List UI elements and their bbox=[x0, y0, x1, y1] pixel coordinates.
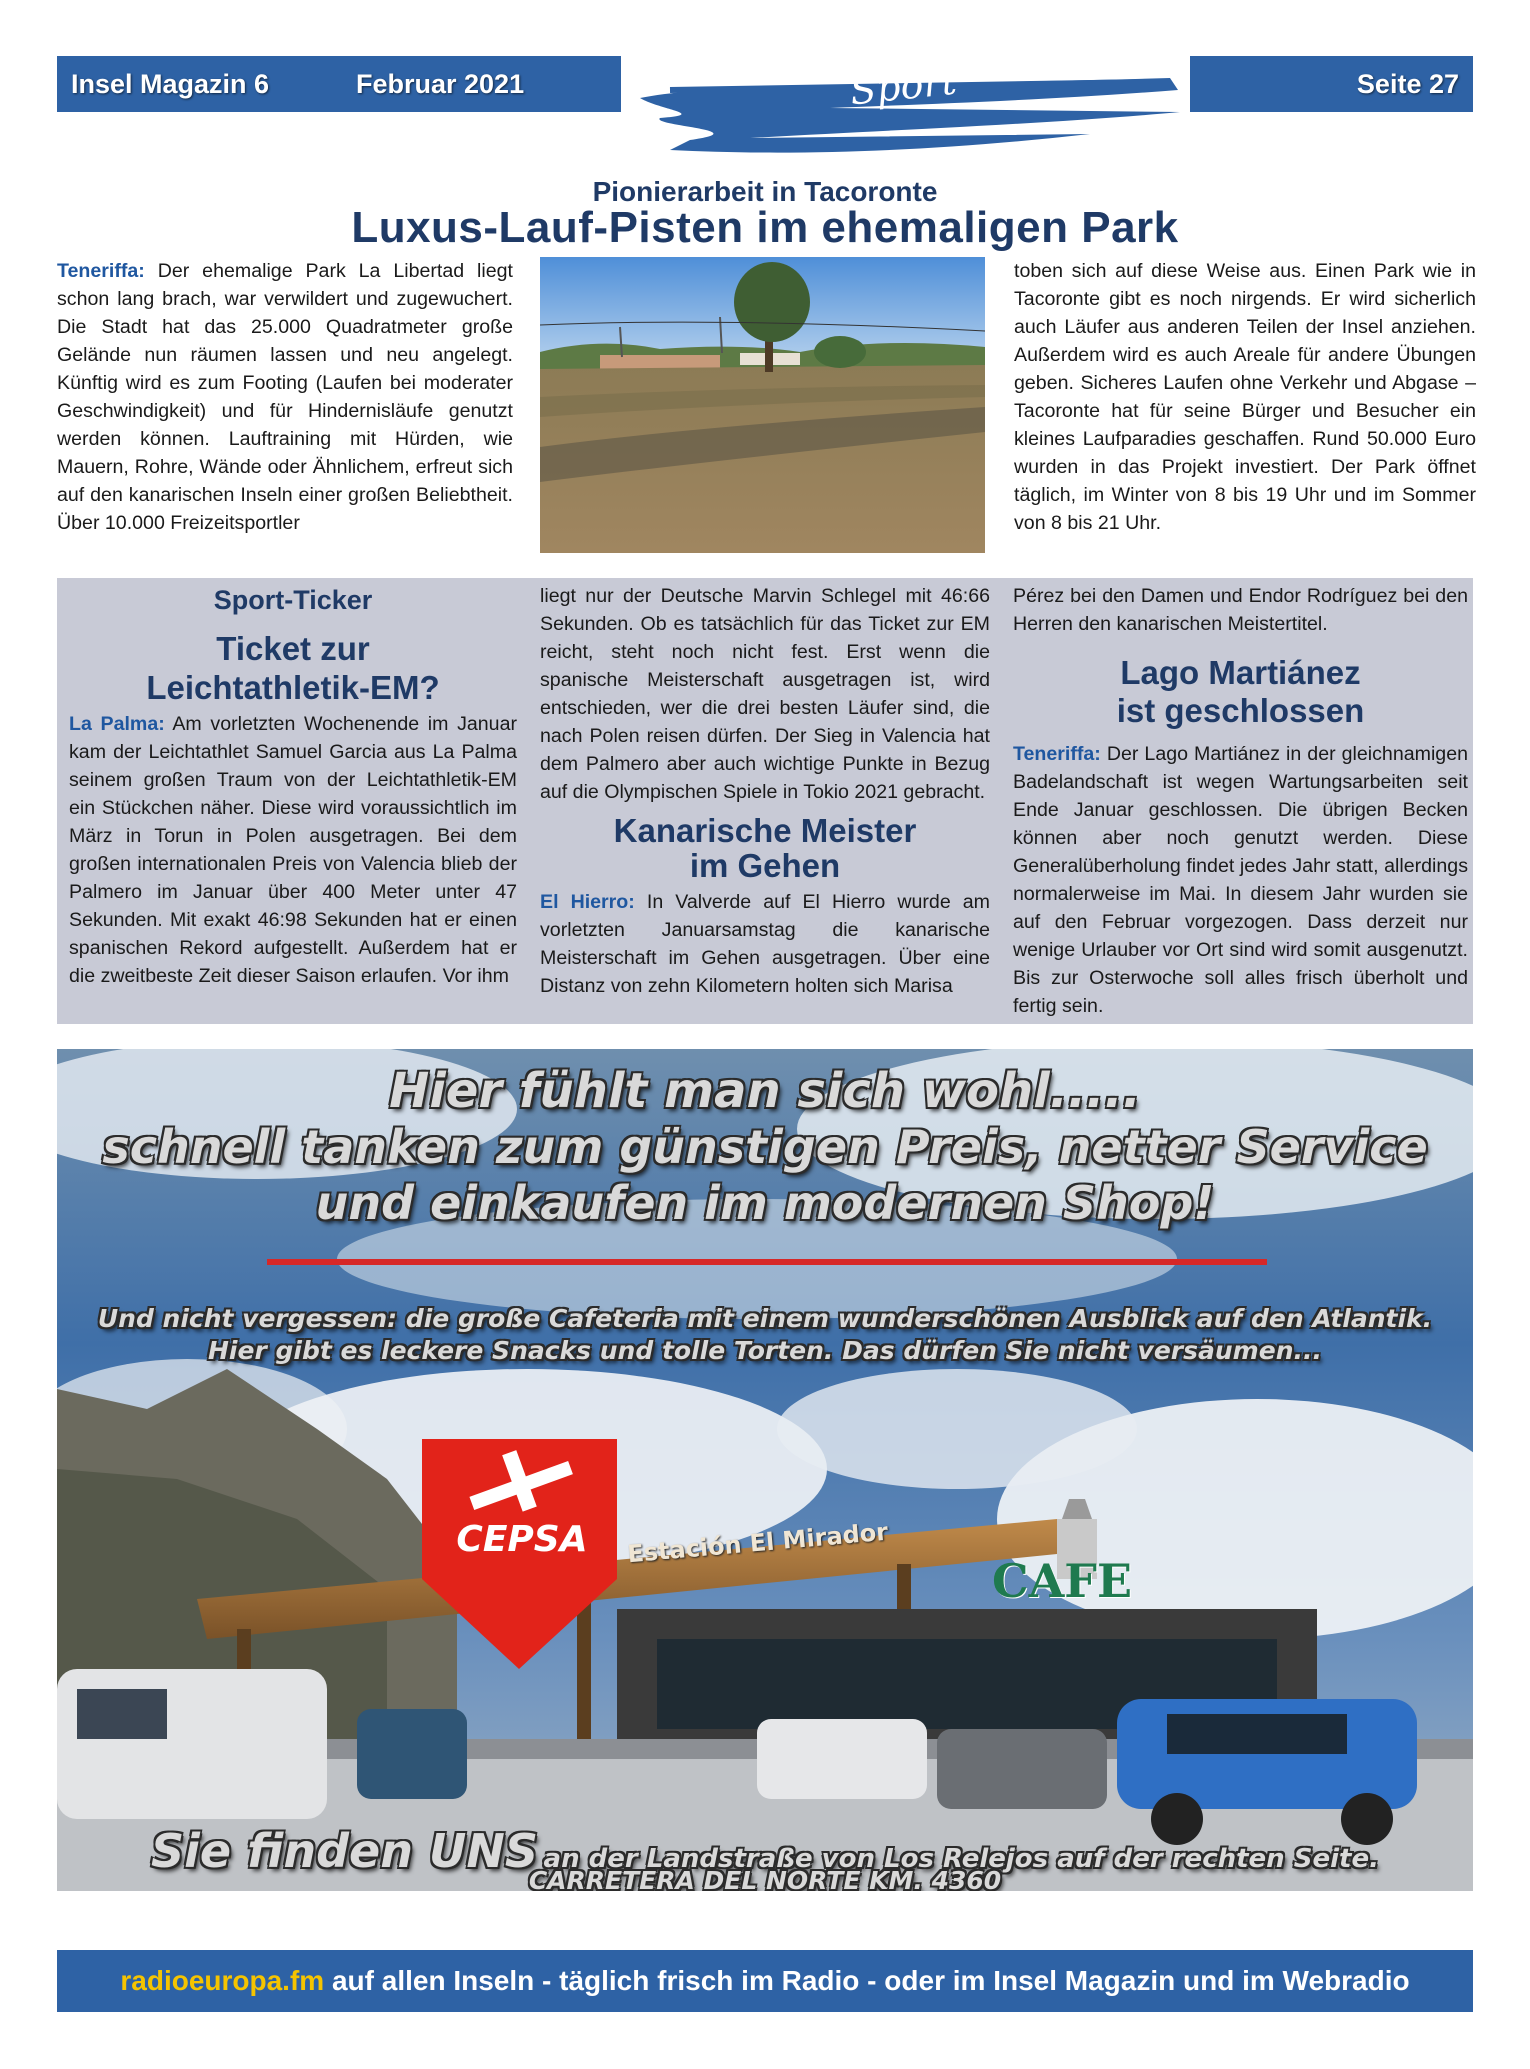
story2-headline-line1: Kanarische Meister bbox=[613, 812, 917, 849]
ad-address: CARRETERA DEL NORTE KM. 4360 bbox=[528, 1866, 1002, 1891]
magazine-name: Insel Magazin 6 bbox=[71, 68, 270, 99]
story3-dateline: Teneriffa: bbox=[1013, 743, 1101, 765]
story2-text-1: In Valverde auf El Hierro wurde am vorletzten Januarsamstag die kanarische Meisterschaft im Gehen ausgetragen. Über eine Distanz von zehn Kilometern holten sich Marisa bbox=[540, 891, 990, 997]
story2-headline-line2: im Gehen bbox=[689, 847, 841, 884]
story2-dateline: El Hierro: bbox=[540, 891, 635, 913]
ad-find-us: Sie finden UNS bbox=[151, 1824, 538, 1878]
cepsa-advertisement bbox=[57, 1049, 1473, 1891]
article-headline: Luxus-Lauf-Pisten im ehemaligen Park bbox=[351, 203, 1179, 252]
header-left-bar bbox=[57, 56, 621, 112]
story3-headline-line2: ist geschlossen bbox=[1116, 692, 1365, 729]
footer-bar bbox=[57, 1950, 1473, 2012]
ad-divider bbox=[267, 1259, 1267, 1265]
article-text-1: Der ehemalige Park La Libertad liegt schon lang brach, war verwildert und zugewuchert. Die Stadt hat das 25.000 Quadratmeter große Gelände nun räumen lassen und neu angelegt. Künftig wird es zum Footing (Laufen bei moderater Geschwindigkeit) und für Hindernisläufe genutzt werden können. Lauftraining mit Hürden, wie Mauern, Rohre, Wände oder Ähnlichem, erfreut sich auf den kanarischen Inseln einer großen Beliebtheit. Über 10.000 Freizeitsportler bbox=[57, 260, 513, 534]
ad-find-road: an der Landstraße von Los Relejos auf der rechten Seite. bbox=[543, 1844, 1379, 1874]
ad-subline-2: Hier gibt es leckere Snacks und tolle Torten. Das dürfen Sie nicht versäumen... bbox=[208, 1336, 1322, 1365]
park-photo bbox=[540, 257, 985, 553]
ad-line-1: Hier fühlt man sich wohl..... bbox=[389, 1063, 1141, 1119]
ticker-column-1 bbox=[69, 582, 517, 990]
cepsa-brand: CEPSA bbox=[456, 1519, 588, 1560]
ticker-column-2 bbox=[540, 582, 990, 1000]
article-column-2: toben sich auf diese Weise aus. Einen Park wie in Tacoronte gibt es noch nirgends. Er wird sicherlich auch Läufer aus anderen Teilen der Insel anziehen. Außerdem wird es auch Areale für andere Übungen geben. Sicheres Laufen ohne Verkehr und Abgase – Tacoronte hat für seine Bürger und Besucher ein kleines Laufparadies geschaffen. Rund 50.000 Euro wurden in das Projekt investiert. Der Park öffnet täglich, im Winter von 8 bis 19 Uhr und im Sommer von 8 bis 21 Uhr. bbox=[1014, 260, 1476, 534]
ticker-column-3 bbox=[1013, 582, 1468, 1020]
footer-url[interactable]: radioeuropa.fm bbox=[120, 1965, 325, 1996]
cafe-sign: CAFE bbox=[992, 1554, 1133, 1608]
section-label: Sport bbox=[847, 58, 959, 114]
ad-line-3: und einkaufen im modernen Shop! bbox=[315, 1176, 1215, 1230]
ad-line-2: schnell tanken zum günstigen Preis, netter Service bbox=[102, 1120, 1428, 1174]
footer-text: auf allen Inseln - täglich frisch im Radio - oder im Insel Magazin und im Webradio bbox=[324, 1965, 1410, 1996]
story2-text-2: Pérez bei den Damen und Endor Rodríguez bei den Herren den kanarischen Meistertitel. bbox=[1013, 585, 1468, 635]
story1-text-1: Am vorletzten Wochenende im Januar kam der Leichtathlet Samuel Garcia aus La Palma seinem großen Traum von der Leichtathletik-EM ein Stückchen näher. Diese wird voraussichtlich im März in Torun in Polen ausgetragen. Bei dem großen internationalen Preis von Valencia blieb der Palmero im Januar über 400 Meter unter 47 Sekunden. Mit exakt 46:98 Sekunden hat er einen spanischen Rekord aufgestellt. Außerdem hat er die zweitbeste Zeit dieser Saison erlaufen. Vor ihm bbox=[69, 713, 517, 987]
story3-text: Der Lago Martiánez in der gleichnamigen Badelandschaft ist wegen Wartungsarbeiten seit Ende Januar geschlossen. Die übrigen Becken können aber noch genutzt werden. Diese Generalüberholung findet jedes Jahr statt, allerdings normalerweise im Mai. In diesem Jahr wurden sie auf den Februar vorgezogen. Dass derzeit nur wenige Urlauber vor Ort sind wird somit ausgenutzt. Bis zur Osterwoche soll alles frisch überholt und fertig sein. bbox=[1013, 743, 1468, 1017]
article-kicker: Pionierarbeit in Tacoronte bbox=[592, 176, 938, 207]
header-right-bar bbox=[1190, 56, 1473, 112]
story1-headline-line1: Ticket zur bbox=[216, 630, 370, 667]
article-dateline: Teneriffa: bbox=[57, 260, 145, 282]
issue-date: Februar 2021 bbox=[356, 68, 525, 99]
story1-dateline: La Palma: bbox=[69, 713, 165, 735]
ad-subline-1: Und nicht vergessen: die große Cafeteria mit einem wunderschönen Ausblick auf den Atlantik. bbox=[97, 1304, 1433, 1333]
ticker-label: Sport-Ticker bbox=[213, 585, 373, 615]
page-number: Seite 27 bbox=[1356, 68, 1459, 99]
story1-headline-line2: Leichtathletik-EM? bbox=[146, 669, 440, 706]
article-column-1 bbox=[57, 257, 513, 537]
station-name: Estación El Mirador bbox=[626, 1517, 890, 1569]
story3-headline-line1: Lago Martiánez bbox=[1120, 654, 1361, 691]
story1-text-2: liegt nur der Deutsche Marvin Schlegel mit 46:66 Sekunden. Ob es tatsächlich für das Ticket zur EM reicht, steht noch nicht fest. Erst wenn die spanische Meisterschaft ausgetragen ist, wird entschieden, wer die drei besten Läufer sind, die nach Polen reisen dürfen. Der Sieg in Valencia hat dem Palmero aber auch wichtige Punkte in Bezug auf die Olympischen Spiele in Tokio 2021 gebracht. bbox=[540, 585, 990, 803]
